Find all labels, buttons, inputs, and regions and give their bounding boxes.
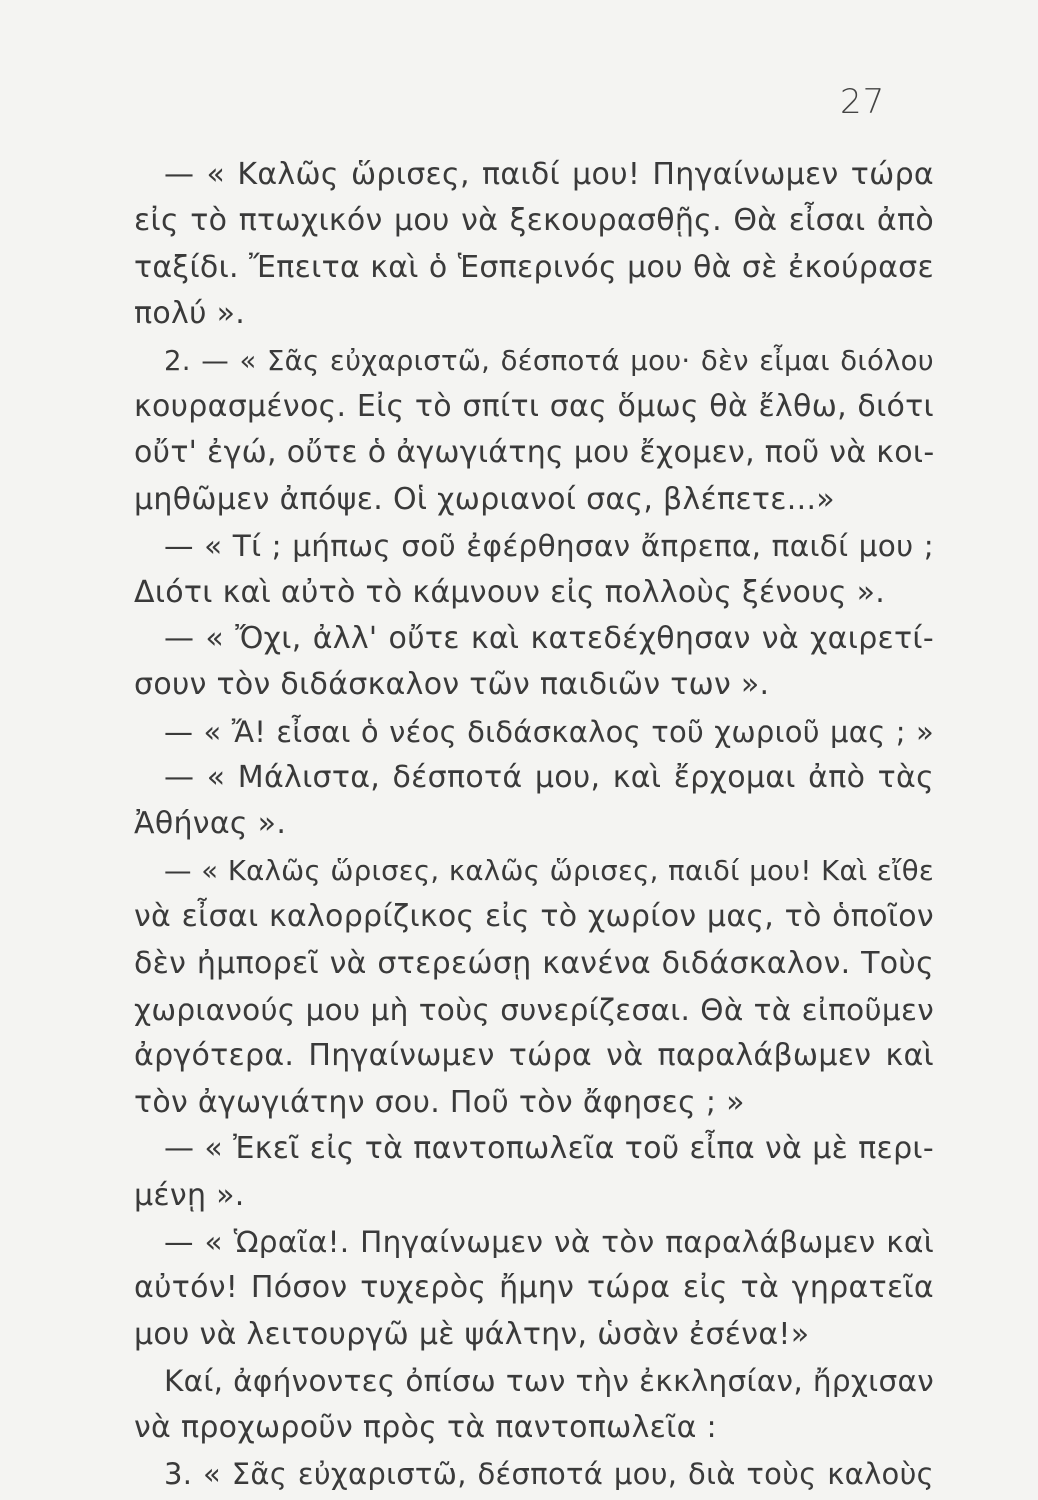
text-line: Διότι καὶ αὐτὸ τὸ κάμνουν εἰς πολλοὺς ξένους ». <box>134 574 886 610</box>
text-line: χωριανούς μου μὴ τοὺς συνερίζεσαι. Θὰ τὰ εἰποῦμεν <box>134 993 934 1028</box>
text-line: — « Καλῶς ὥρισες, καλῶς ὥρισες, παιδί μου! Καὶ εἴθε <box>164 854 934 887</box>
text-line: — « Ὡραῖα!. Πηγαίνωμεν νὰ τὸν παραλάβωμεν καὶ <box>164 1224 934 1259</box>
text-line: μένῃ ». <box>134 1177 245 1213</box>
text-line: — « Ἐκεῖ εἰς τὰ παντοπωλεῖα τοῦ εἶπα νὰ μὲ περι- <box>164 1131 934 1167</box>
text-line: — « Ὄχι, ἀλλ' οὔτε καὶ κατεδέχθησαν νὰ χαιρετί- <box>164 620 934 656</box>
page-number: 27 <box>840 82 886 122</box>
text-line: πολύ ». <box>134 296 246 332</box>
text-line: — « Τί ; μήπως σοῦ ἐφέρθησαν ἄπρεπα, παιδί μου ; <box>164 529 934 564</box>
text-line: κουρασμένος. Εἰς τὸ σπίτι σας ὅμως θὰ ἔλθω, διότι <box>134 388 934 424</box>
text-line: σουν τὸν διδάσκαλον τῶν παιδιῶν των ». <box>134 667 770 703</box>
text-line: 2. — « Σᾶς εὐχαριστῶ, δέσποτά μου· δὲν εἶμαι διόλου <box>164 344 934 377</box>
text-line: δὲν ἠμπορεῖ νὰ στερεώσῃ κανένα διδάσκαλον. Τοὺς <box>134 945 934 981</box>
text-line: νὰ εἶσαι καλορρίζικος εἰς τὸ χωρίον μας, τὸ ὁποῖον <box>134 899 934 935</box>
text-line: — « Καλῶς ὥρισες, παιδί μου! Πηγαίνωμεν τώρα <box>164 157 934 192</box>
text-line: — « Ἄ! εἶσαι ὁ νέος διδάσκαλος τοῦ χωριοῦ μας ; » <box>164 714 934 749</box>
text-line: αὐτόν! Πόσον τυχερὸς ἤμην τώρα εἰς τὰ γηρατεῖα <box>134 1270 934 1306</box>
text-line: — « Μάλιστα, δέσποτά μου, καὶ ἔρχομαι ἀπὸ τὰς <box>164 760 934 796</box>
text-line: μου νὰ λειτουργῶ μὲ ψάλτην, ὡσὰν ἐσένα!» <box>134 1316 810 1352</box>
text-line: ἀργότερα. Πηγαίνωμεν τώρα νὰ παραλάβωμεν καὶ <box>134 1038 934 1074</box>
text-line: Ἀθήνας ». <box>134 806 287 842</box>
text-line: Καί, ἀφήνοντες ὀπίσω των τὴν ἐκκλησίαν, ἤρχισαν <box>164 1364 934 1399</box>
text-line: εἰς τὸ πτωχικόν μου νὰ ξεκουρασθῇς. Θὰ εἶσαι ἀπὸ <box>134 203 934 239</box>
text-line: τὸν ἀγωγιάτην σου. Ποῦ τὸν ἄφησες ; » <box>134 1084 745 1120</box>
text-line: νὰ προχωροῦν πρὸς τὰ παντοπωλεῖα : <box>134 1409 717 1445</box>
text-line: μηθῶμεν ἀπόψε. Οἱ χωριανοί σας, βλέπετε...» <box>134 481 835 517</box>
text-line: 3. « Σᾶς εὐχαριστῶ, δέσποτά μου, διὰ τοὺς καλοὺς <box>164 1456 934 1491</box>
text-line: οὔτ' ἐγώ, οὔτε ὁ ἀγωγιάτης μου ἔχομεν, ποῦ νὰ κοι- <box>134 435 935 471</box>
text-line: ταξίδι. Ἔπειτα καὶ ὁ Ἑσπερινός μου θὰ σὲ ἐκούρασε <box>134 249 934 285</box>
body-text <box>134 152 934 1497</box>
